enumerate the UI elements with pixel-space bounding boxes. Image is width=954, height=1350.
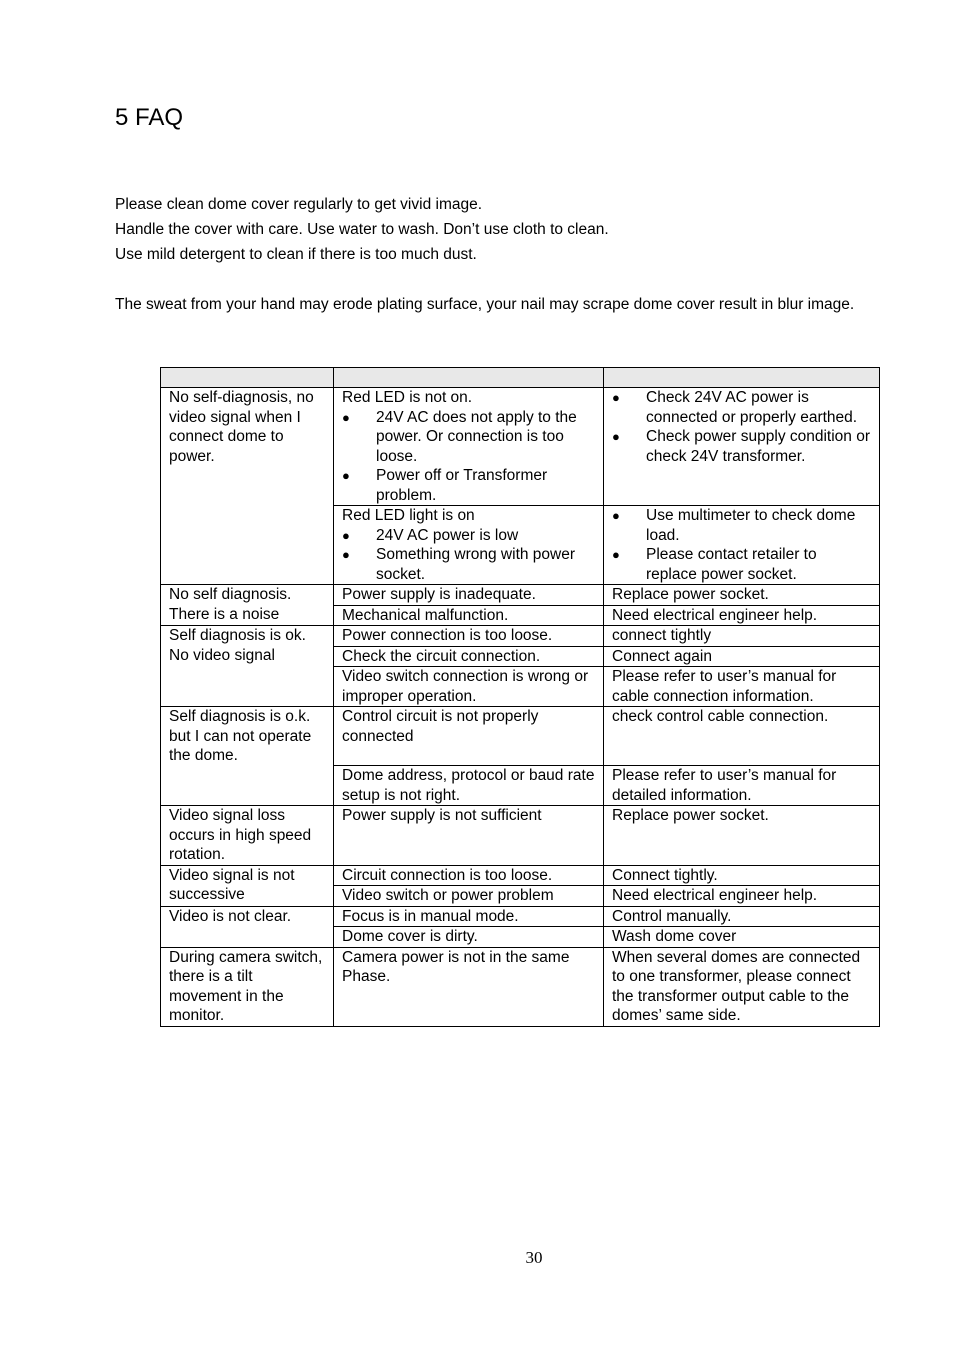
list-item: ● 24V AC does not apply to the power. Or connection is too loose.: [342, 408, 577, 465]
solution-cell: connect tightly: [604, 626, 880, 647]
cause-cell: [334, 506, 604, 585]
cleaning-tip-3: Use mild detergent to clean if there is too much dust.: [115, 246, 477, 263]
table-header-row: [161, 368, 880, 388]
list-item: ● Check 24V AC power is connected or properly earthed.: [612, 389, 858, 426]
solution-cell: Need electrical engineer help.: [604, 605, 880, 626]
table-row: [161, 626, 880, 647]
cause-cell: Circuit connection is too loose.: [334, 865, 604, 886]
table-row: [161, 806, 880, 866]
problem-cell: Video signal is not successive: [161, 865, 334, 906]
table-row: [161, 865, 880, 886]
bullet-icon: ●: [342, 468, 350, 483]
table-row: [161, 707, 880, 766]
list-item: ● Power off or Transformer problem.: [342, 467, 548, 504]
bullet-icon: ●: [612, 390, 620, 405]
table-row: [161, 906, 880, 927]
solution-cell: Connect tightly.: [604, 865, 880, 886]
solution-cell: Connect again: [604, 646, 880, 667]
bullet-icon: ●: [612, 547, 620, 562]
solution-cell: [604, 506, 880, 585]
cause-cell: Video switch connection is wrong or improper operation.: [334, 667, 604, 707]
list-item: ● Please contact retailer to replace power socket.: [612, 546, 817, 583]
cause-title: Red LED is not on.: [342, 389, 473, 406]
cleaning-tip-1: Please clean dome cover regularly to get vivid image.: [115, 196, 483, 213]
cause-cell: Check the circuit connection.: [334, 646, 604, 667]
cause-cell: [334, 388, 604, 506]
cause-cell: Camera power is not in the same Phase.: [334, 947, 604, 1026]
cause-cell: Power supply is not sufficient: [334, 806, 604, 866]
cleaning-warning: The sweat from your hand may erode plating surface, your nail may scrape dome cover result in blur image.: [115, 296, 855, 313]
problem-cell: Video is not clear.: [161, 906, 334, 947]
cause-cell: Control circuit is not properly connected: [334, 707, 604, 766]
solution-cell: Please refer to user’s manual for cable connection information.: [604, 667, 880, 707]
cause-cell: Power supply is inadequate.: [334, 585, 604, 606]
list-item: ● 24V AC power is low: [342, 526, 519, 544]
solution-cell: check control cable connection.: [604, 707, 880, 766]
cause-cell: Dome cover is dirty.: [334, 927, 604, 948]
problem-cell: No self diagnosis. There is a noise: [161, 585, 334, 626]
solution-cell: When several domes are connected to one transformer, please connect the transformer output cable to the domes’ same side.: [604, 947, 880, 1026]
solution-cell: Replace power socket.: [604, 585, 880, 606]
table-row: [161, 947, 880, 1026]
cause-cell: Dome address, protocol or baud rate setup is not right.: [334, 766, 604, 806]
list-item: ● Something wrong with power socket.: [342, 546, 576, 583]
page-number: 30: [525, 1248, 543, 1267]
solution-cell: Wash dome cover: [604, 927, 880, 948]
page-heading: 5 FAQ: [115, 104, 184, 131]
bullet-icon: ●: [342, 527, 350, 543]
cause-cell: Video switch or power problem: [334, 886, 604, 907]
problem-cell: Self diagnosis is o.k. but I can not operate the dome.: [161, 707, 334, 806]
bullet-icon: ●: [342, 409, 350, 425]
table-row: [161, 388, 880, 506]
solution-cell: Please refer to user’s manual for detailed information.: [604, 766, 880, 806]
bullet-icon: ●: [612, 429, 620, 444]
header-cell-cause: [334, 368, 604, 388]
solution-cell: Replace power socket.: [604, 806, 880, 866]
problem-cell: No self-diagnosis, no video signal when I connect dome to power.: [161, 388, 334, 585]
list-item: ● Use multimeter to check dome load.: [612, 507, 856, 544]
solution-cell: Need electrical engineer help.: [604, 886, 880, 907]
header-cell-problem: [161, 368, 334, 388]
cause-title: Red LED light is on: [342, 507, 475, 524]
header-cell-solution: [604, 368, 880, 388]
cause-cell: Focus is in manual mode.: [334, 906, 604, 927]
problem-cell: Video signal loss occurs in high speed rotation.: [161, 806, 334, 866]
table-row: [161, 585, 880, 606]
solution-cell: Control manually.: [604, 906, 880, 927]
bullet-icon: ●: [612, 508, 620, 523]
problem-cell: Self diagnosis is ok. No video signal: [161, 626, 334, 707]
cause-cell: Power connection is too loose.: [334, 626, 604, 647]
faq-table: [160, 367, 880, 1027]
solution-cell: [604, 388, 880, 506]
cleaning-tip-2: Handle the cover with care. Use water to wash. Don’t use cloth to clean.: [115, 221, 609, 238]
list-item: ● Check power supply condition or check 24V transformer.: [612, 428, 871, 465]
bullet-icon: ●: [342, 547, 350, 562]
cause-cell: Mechanical malfunction.: [334, 605, 604, 626]
problem-cell: During camera switch, there is a tilt movement in the monitor.: [161, 947, 334, 1026]
